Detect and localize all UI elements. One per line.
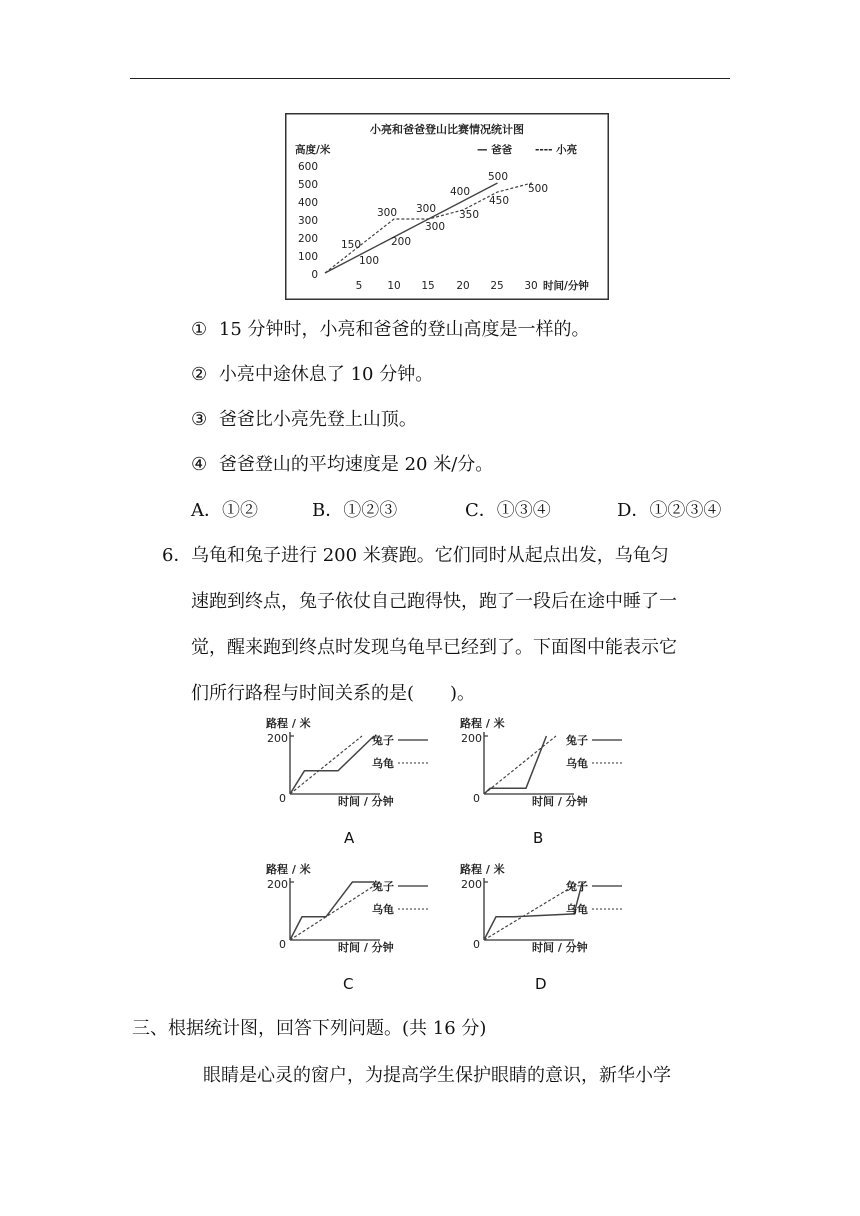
y-tick-0: 0 — [473, 938, 480, 951]
label-dad-100: 100 — [359, 255, 380, 267]
y-axis-label: 路程 / 米 — [460, 863, 505, 876]
top-rule — [130, 78, 730, 79]
statement-2 — [191, 363, 433, 387]
choice-value: ①②③④ — [649, 500, 722, 521]
statement-text: 15 分钟时，小亮和爸爸的登山高度是一样的。 — [218, 319, 590, 340]
legend-turtle: 乌龟 — [566, 903, 588, 916]
label-xl-300: 300 — [377, 207, 398, 219]
race-chart-a — [262, 714, 442, 814]
race-chart-d — [456, 860, 636, 960]
y-tick-200: 200 — [297, 233, 318, 245]
choice-label: C． — [465, 500, 497, 521]
y-tick-200: 200 — [267, 878, 288, 891]
label-dad-300: 300 — [425, 221, 446, 233]
option-letter-b: B — [533, 829, 544, 847]
legend-turtle: 乌龟 — [372, 903, 394, 916]
y-axis-label: 高度/米 — [295, 144, 331, 156]
label-xl-500: 500 — [528, 183, 549, 195]
legend-turtle: 乌龟 — [372, 757, 394, 770]
label-dad-500: 500 — [488, 171, 509, 183]
x-axis-label: 时间 / 分钟 — [338, 795, 394, 808]
y-tick-300: 300 — [297, 215, 318, 227]
turtle-line — [290, 736, 362, 794]
option-letter-a: A — [344, 829, 355, 847]
legend-xiaoliang: ---- 小亮 — [535, 144, 578, 156]
statement-1 — [191, 318, 590, 342]
x-tick-20: 20 — [456, 280, 470, 292]
choice-value: ①③④ — [496, 500, 551, 521]
legend-rabbit: 兔子 — [566, 880, 588, 893]
y-axis-label: 路程 / 米 — [266, 717, 311, 730]
y-tick-0: 0 — [311, 269, 318, 281]
statement-num: ④ — [191, 454, 208, 475]
chart-title: 小亮和爸爸登山比赛情况统计图 — [370, 123, 524, 136]
q6-number: 6． — [162, 545, 192, 566]
y-axis-label: 路程 / 米 — [266, 863, 311, 876]
q6-line-2: 速跑到终点，兔子依仗自己跑得快，跑了一段后在途中睡了一 — [191, 591, 677, 612]
race-chart-b — [456, 714, 636, 814]
x-tick-10: 10 — [387, 280, 401, 292]
statement-num: ③ — [191, 409, 208, 430]
x-tick-15: 15 — [421, 280, 435, 292]
legend-turtle: 乌龟 — [566, 757, 588, 770]
choice-label: A． — [191, 500, 222, 521]
choice-label: D． — [617, 500, 650, 521]
y-axis-label: 路程 / 米 — [460, 717, 505, 730]
label-xl-350: 350 — [459, 209, 480, 221]
x-axis-label: 时间 / 分钟 — [532, 795, 588, 808]
statement-text: 小亮中途休息了 10 分钟。 — [218, 364, 434, 385]
x-axis-label: 时间 / 分钟 — [532, 941, 588, 954]
label-dad-400: 400 — [450, 186, 471, 198]
choice-d[interactable] — [617, 499, 721, 523]
choice-a[interactable] — [191, 499, 258, 523]
option-letter-c: C — [343, 975, 354, 993]
x-tick-25: 25 — [490, 280, 504, 292]
dad-series-line — [325, 183, 498, 273]
legend-rabbit: 兔子 — [372, 880, 394, 893]
y-tick-200: 200 — [267, 732, 288, 745]
y-tick-400: 400 — [297, 197, 318, 209]
y-tick-200: 200 — [461, 878, 482, 891]
y-tick-0: 0 — [279, 792, 286, 805]
q6-line-4: 们所行路程与时间关系的是( )。 — [191, 683, 476, 704]
y-tick-0: 0 — [473, 792, 480, 805]
turtle-line — [484, 736, 556, 794]
y-tick-0: 0 — [279, 938, 286, 951]
choice-value: ①②③ — [343, 500, 398, 521]
main-chart — [285, 113, 609, 300]
legend-rabbit: 兔子 — [566, 734, 588, 747]
turtle-line — [290, 882, 380, 940]
statement-text: 爸爸比小亮先登上山顶。 — [218, 409, 417, 430]
statement-3 — [191, 408, 417, 432]
label-xl-450: 450 — [489, 195, 510, 207]
statement-num: ① — [191, 319, 208, 340]
q6-line-1: 乌龟和兔子进行 200 米赛跑。它们同时从起点出发，乌龟匀 — [191, 545, 669, 566]
statement-text: 爸爸登山的平均速度是 20 米/分。 — [218, 454, 494, 475]
label-dad-200: 200 — [391, 236, 412, 248]
section-3-heading: 三、根据统计图，回答下列问题。(共 16 分) — [132, 1018, 487, 1039]
statement-num: ② — [191, 364, 208, 385]
x-axis-label: 时间/分钟 — [543, 280, 589, 292]
section-3-paragraph: 眼睛是心灵的窗户，为提高学生保护眼睛的意识，新华小学 — [203, 1065, 671, 1086]
choice-label: B． — [312, 500, 344, 521]
choice-b[interactable] — [312, 499, 397, 523]
legend-dad: — 爸爸 — [477, 144, 513, 156]
q6-line-3: 觉，醒来跑到终点时发现乌龟早已经到了。下面图中能表示它 — [191, 637, 677, 658]
x-tick-5: 5 — [355, 280, 363, 292]
choice-c[interactable] — [465, 499, 551, 523]
label-xl-150: 150 — [341, 239, 362, 251]
y-tick-100: 100 — [297, 251, 318, 263]
x-tick-30: 30 — [524, 280, 538, 292]
y-tick-600: 600 — [297, 161, 318, 173]
chart-border — [286, 114, 609, 300]
statement-4 — [191, 453, 493, 477]
rabbit-line — [484, 736, 546, 794]
y-tick-200: 200 — [461, 732, 482, 745]
race-chart-c — [262, 860, 442, 960]
y-tick-500: 500 — [297, 179, 318, 191]
label-xl-300b: 300 — [416, 203, 437, 215]
legend-rabbit: 兔子 — [372, 734, 394, 747]
x-axis-label: 时间 / 分钟 — [338, 941, 394, 954]
rabbit-line — [290, 736, 374, 794]
choice-value: ①② — [222, 500, 258, 521]
option-letter-d: D — [535, 975, 547, 993]
